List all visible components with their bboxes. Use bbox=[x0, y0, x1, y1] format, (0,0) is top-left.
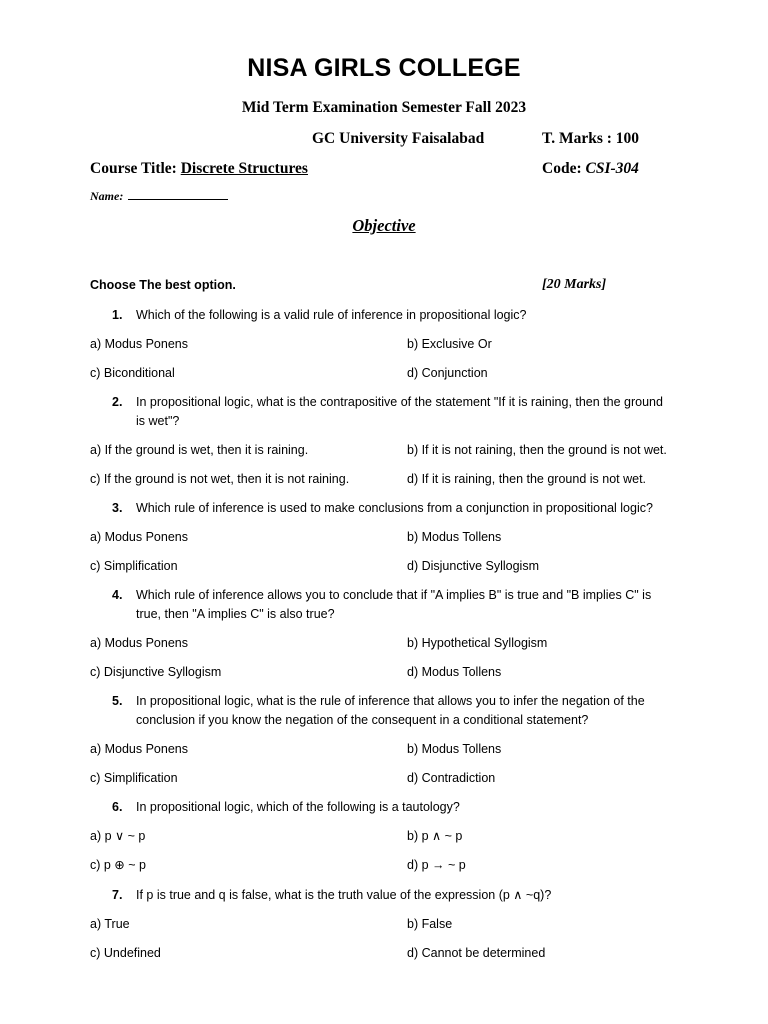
option-a[interactable]: a) Modus Ponens bbox=[90, 337, 188, 351]
question-number: 2. bbox=[112, 395, 123, 409]
course-title-label: Course Title: bbox=[90, 160, 177, 177]
university-name: GC University Faisalabad bbox=[312, 130, 485, 147]
question-6 bbox=[112, 798, 672, 817]
student-name-line bbox=[90, 188, 228, 204]
option-c[interactable]: c) Simplification bbox=[90, 559, 178, 573]
total-marks: T. Marks : 100 bbox=[542, 130, 640, 147]
question-number: 1. bbox=[112, 308, 123, 322]
option-b[interactable]: b) p ∧ ~ p bbox=[407, 829, 463, 843]
question-text: Which of the following is a valid rule of inference in propositional logic? bbox=[136, 308, 527, 322]
question-text: Which rule of inference allows you to conclude that if "A implies B" is true and "B implies C" is true, then "A implies C" is also true? bbox=[136, 588, 652, 621]
question-number: 3. bbox=[112, 501, 123, 515]
option-d[interactable]: d) Cannot be determined bbox=[407, 946, 546, 960]
question-text: If p is true and q is false, what is the truth value of the expression (p ∧ ~q)? bbox=[136, 888, 552, 902]
option-c[interactable]: c) Biconditional bbox=[90, 366, 175, 380]
option-d[interactable]: d) p → ~ p bbox=[407, 858, 466, 872]
option-d[interactable]: d) If it is raining, then the ground is not wet. bbox=[407, 472, 647, 486]
course-title-line bbox=[90, 160, 308, 178]
question-text: Which rule of inference is used to make conclusions from a conjunction in propositional logic? bbox=[136, 501, 653, 515]
option-c[interactable]: c) Disjunctive Syllogism bbox=[90, 665, 222, 679]
question-3 bbox=[112, 499, 672, 518]
student-name-blank[interactable] bbox=[128, 188, 228, 200]
option-b[interactable]: b) Modus Tollens bbox=[407, 742, 502, 756]
option-b[interactable]: b) False bbox=[407, 917, 453, 931]
option-d[interactable]: d) Contradiction bbox=[407, 771, 496, 785]
question-number: 5. bbox=[112, 694, 123, 708]
question-text: In propositional logic, which of the following is a tautology? bbox=[136, 800, 460, 814]
option-b[interactable]: b) If it is not raining, then the ground is not wet. bbox=[407, 443, 667, 457]
option-c[interactable]: c) p ⊕ ~ p bbox=[90, 858, 146, 872]
course-title-value: Discrete Structures bbox=[180, 160, 308, 177]
section-title: Objective bbox=[352, 216, 416, 235]
question-2 bbox=[112, 393, 672, 431]
option-a[interactable]: a) Modus Ponens bbox=[90, 742, 188, 756]
course-code-value: CSI-304 bbox=[585, 160, 639, 177]
college-title: NISA GIRLS COLLEGE bbox=[247, 54, 521, 82]
option-d[interactable]: d) Modus Tollens bbox=[407, 665, 502, 679]
option-a[interactable]: a) If the ground is wet, then it is raining. bbox=[90, 443, 309, 457]
option-a[interactable]: a) Modus Ponens bbox=[90, 636, 188, 650]
option-c[interactable]: c) Undefined bbox=[90, 946, 161, 960]
question-4 bbox=[112, 586, 672, 624]
option-a[interactable]: a) p ∨ ~ p bbox=[90, 829, 146, 843]
exam-title: Mid Term Examination Semester Fall 2023 bbox=[241, 99, 527, 116]
option-c[interactable]: c) If the ground is not wet, then it is not raining. bbox=[90, 472, 350, 486]
course-code-line bbox=[542, 160, 639, 178]
instructions-text: Choose The best option. bbox=[90, 278, 236, 292]
question-text: In propositional logic, what is the contrapositive of the statement "If it is raining, then the ground is wet"? bbox=[136, 395, 663, 428]
question-text: In propositional logic, what is the rule of inference that allows you to infer the negation of the conclusion if you know the negation of the consequent in a conditional statement? bbox=[136, 694, 645, 727]
option-b[interactable]: b) Modus Tollens bbox=[407, 530, 502, 544]
option-a[interactable]: a) True bbox=[90, 917, 130, 931]
course-code-label: Code: bbox=[542, 160, 582, 177]
instructions-marks: [20 Marks] bbox=[542, 277, 607, 292]
question-number: 6. bbox=[112, 800, 123, 814]
question-7 bbox=[112, 886, 672, 905]
option-d[interactable]: d) Disjunctive Syllogism bbox=[407, 559, 539, 573]
student-name-label: Name: bbox=[90, 189, 124, 203]
option-d[interactable]: d) Conjunction bbox=[407, 366, 488, 380]
question-number: 4. bbox=[112, 588, 123, 602]
question-5 bbox=[112, 692, 672, 730]
question-1 bbox=[112, 306, 672, 325]
question-number: 7. bbox=[112, 888, 123, 902]
option-c[interactable]: c) Simplification bbox=[90, 771, 178, 785]
option-b[interactable]: b) Exclusive Or bbox=[407, 337, 492, 351]
option-b[interactable]: b) Hypothetical Syllogism bbox=[407, 636, 548, 650]
option-a[interactable]: a) Modus Ponens bbox=[90, 530, 188, 544]
